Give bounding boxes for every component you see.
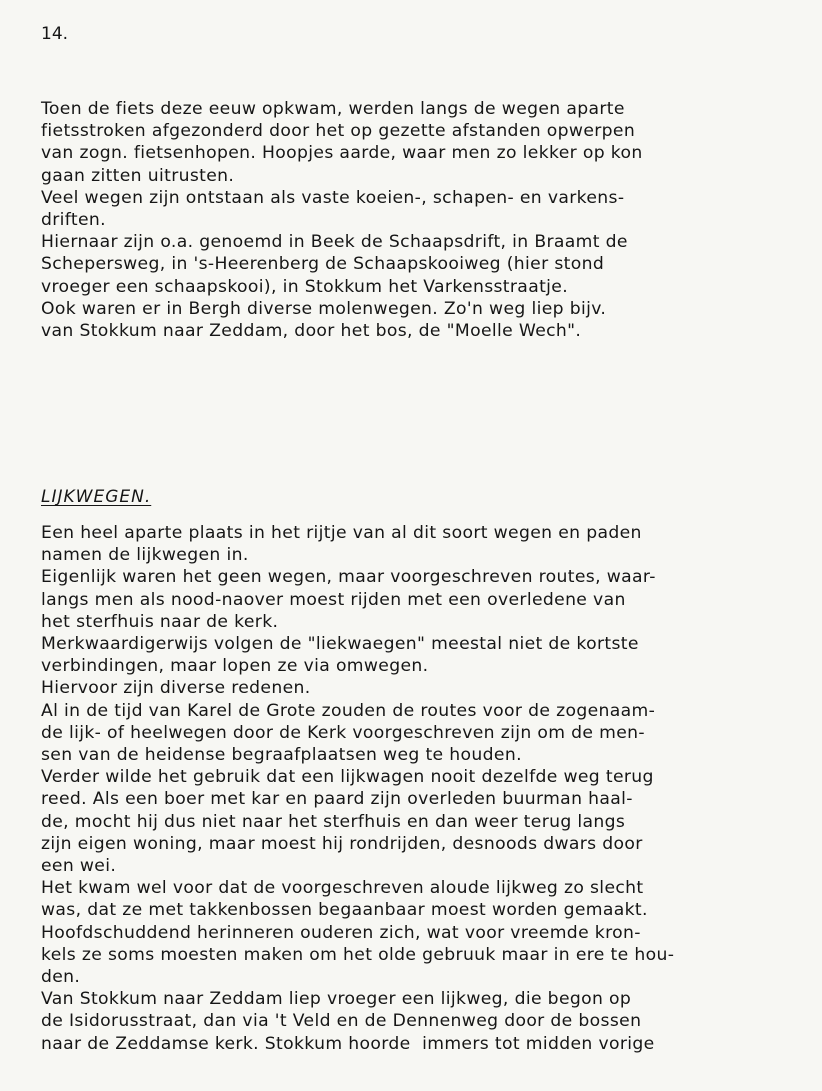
- text-line: Hiervoor zijn diverse redenen.: [41, 678, 311, 699]
- section-body: [41, 522, 801, 1055]
- text-line: reed. Als een boer met kar en paard zijn overleden buurman haal-: [41, 789, 633, 810]
- text-line: van Stokkum naar Zeddam, door het bos, de "Moelle Wech".: [41, 321, 582, 342]
- text-line: driften.: [41, 210, 106, 231]
- section-heading: LIJKWEGEN.: [41, 487, 152, 507]
- text-line: de lijk- of heelwegen door de Kerk voorgeschreven zijn om de men-: [41, 722, 645, 743]
- text-line: zijn eigen woning, maar moest hij rondrijden, desnoods dwars door: [41, 833, 643, 854]
- text-line: den.: [41, 967, 81, 988]
- text-line: Al in de tijd van Karel de Grote zouden de routes voor de zogenaam-: [41, 700, 656, 721]
- text-line: sen van de heidense begraafplaatsen weg te houden.: [41, 745, 522, 766]
- text-line: fietsstroken afgezonderd door het op gezette afstanden opwerpen: [41, 121, 636, 142]
- text-line: Hiernaar zijn o.a. genoemd in Beek de Schaapsdrift, in Braamt de: [41, 232, 628, 253]
- text-line: Eigenlijk waren het geen wegen, maar voorgeschreven routes, waar-: [41, 567, 656, 588]
- text-line: was, dat ze met takkenbossen begaanbaar moest worden gemaakt.: [41, 900, 648, 921]
- text-line: een wei.: [41, 856, 117, 877]
- text-line: Ook waren er in Bergh diverse molenwegen. Zo'n weg liep bijv.: [41, 298, 607, 319]
- text-line: het sterfhuis naar de kerk.: [41, 611, 279, 632]
- text-line: Hoofdschuddend herinneren ouderen zich, wat voor vreemde kron-: [41, 922, 641, 943]
- text-line: Schepersweg, in 's-Heerenberg de Schaapskooiweg (hier stond: [41, 254, 605, 275]
- text-line: kels ze soms moesten maken om het olde gebruuk maar in ere te hou-: [41, 944, 675, 965]
- text-line: de, mocht hij dus niet naar het sterfhuis en dan weer terug langs: [41, 811, 626, 832]
- text-line: vroeger een schaapskooi), in Stokkum het Varkensstraatje.: [41, 276, 569, 297]
- intro-paragraph: [41, 98, 801, 342]
- text-line: namen de lijkwegen in.: [41, 545, 249, 566]
- text-line: Veel wegen zijn ontstaan als vaste koeien-, schapen- en varkens-: [41, 187, 625, 208]
- text-line: verbindingen, maar lopen ze via omwegen.: [41, 656, 429, 677]
- text-line: Een heel aparte plaats in het rijtje van al dit soort wegen en paden: [41, 523, 642, 543]
- text-line: langs men als nood-naover moest rijden met een overledene van: [41, 589, 626, 610]
- text-line: van zogn. fietsenhopen. Hoopjes aarde, waar men zo lekker op kon: [41, 143, 643, 164]
- text-line: Het kwam wel voor dat de voorgeschreven aloude lijkweg zo slecht: [41, 878, 644, 899]
- text-line: gaan zitten uitrusten.: [41, 165, 235, 186]
- text-line: Toen de fiets deze eeuw opkwam, werden langs de wegen aparte: [41, 99, 625, 119]
- text-line: Merkwaardigerwijs volgen de "liekwaegen" meestal niet de kortste: [41, 634, 639, 655]
- text-line: Van Stokkum naar Zeddam liep vroeger een lijkweg, die begon op: [41, 989, 632, 1010]
- page-number: 14.: [41, 24, 69, 44]
- text-line: de Isidorusstraat, dan via 't Veld en de Dennenweg door de bossen: [41, 1011, 642, 1032]
- text-line: naar de Zeddamse kerk. Stokkum hoorde immers tot midden vorige: [41, 1033, 655, 1054]
- text-line: Verder wilde het gebruik dat een lijkwagen nooit dezelfde weg terug: [41, 767, 654, 788]
